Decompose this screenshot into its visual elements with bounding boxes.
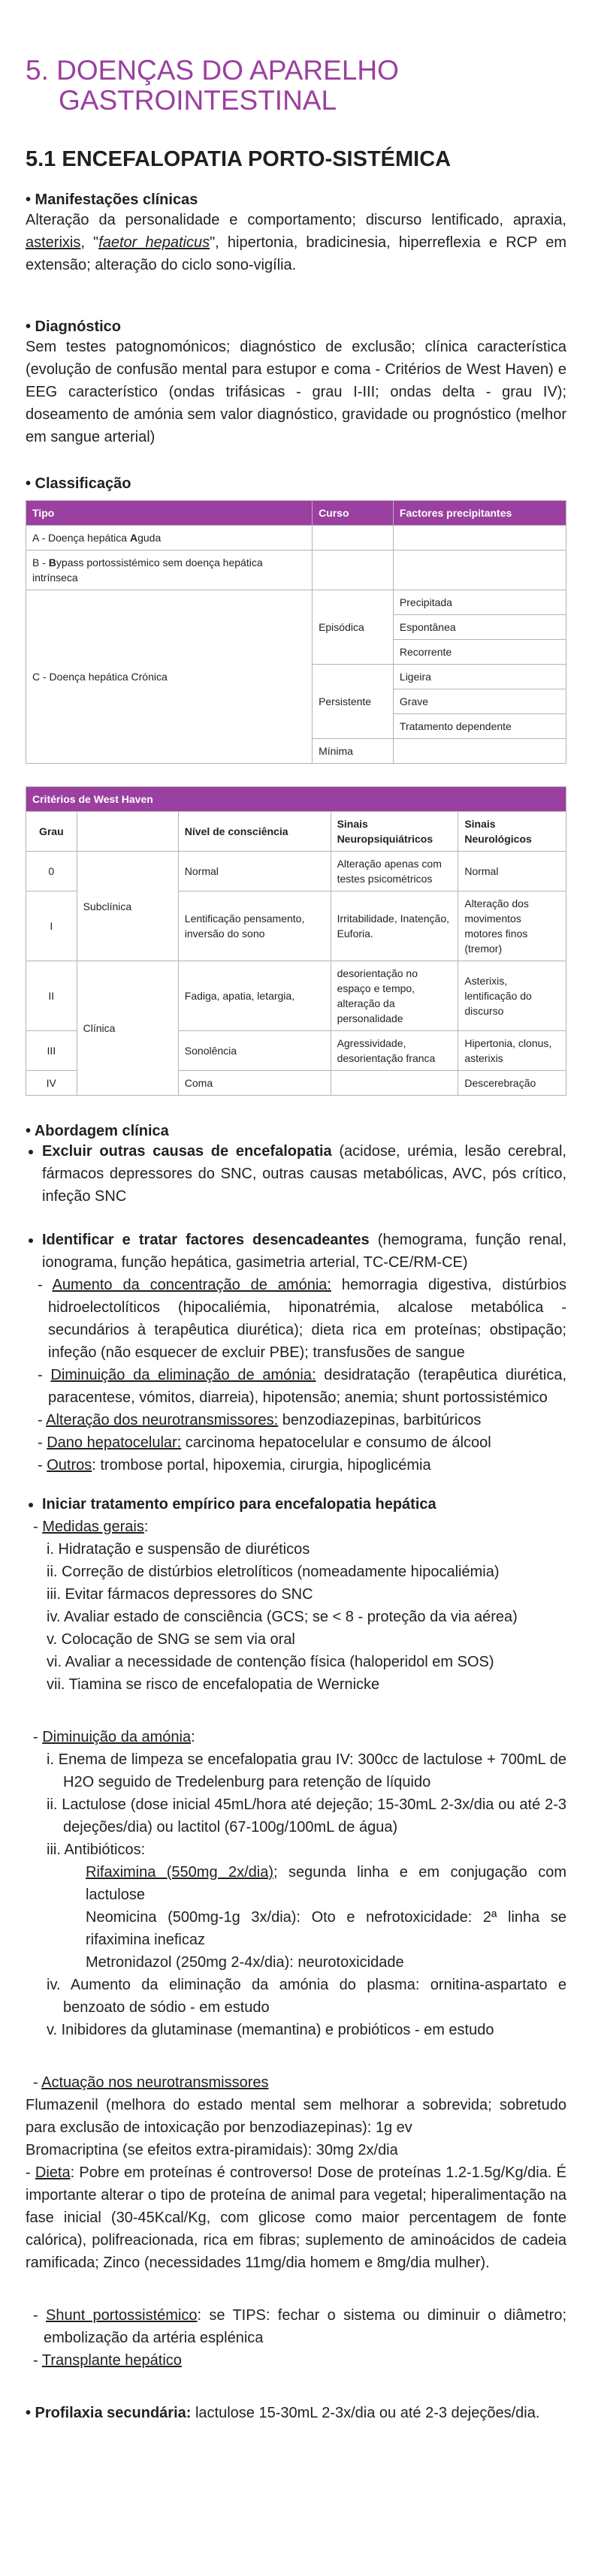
wh-grau: 0 <box>26 852 77 891</box>
classif-heading: • Classificação <box>26 475 131 492</box>
classif-header-tipo: Tipo <box>26 501 313 526</box>
antibiotic-rifaximina: Rifaximina (550mg 2x/dia); segunda linha e em conjugação com lactulose <box>86 1864 566 1903</box>
antibiotic-metronidazol: Metronidazol (250mg 2-4x/dia): neurotoxicidade <box>86 1954 404 1971</box>
diminuicao-amonia-heading: - Diminuição da amónia: <box>33 1729 195 1745</box>
flumazenil-text: Flumazenil (melhora do estado mental sem melhorar a sobrevida; sobretudo para exclusão de intoxicação por benzodiazepinas): 1g ev <box>26 2097 566 2136</box>
classif-header-curso: Curso <box>313 501 394 526</box>
classif-type-c: C - Doença hepática Crónica <box>26 590 313 764</box>
classif-grave: Grave <box>393 689 566 714</box>
wh-neuro: Descerebração <box>458 1071 566 1096</box>
classif-ligeira: Ligeira <box>393 665 566 689</box>
wh-neuro: Normal <box>458 852 566 891</box>
shunt-text: - Shunt portossistémico: se TIPS: fechar o sistema ou diminuir o diâmetro; embolização da artéria esplénica <box>33 2307 566 2346</box>
wh-grau: II <box>26 961 77 1031</box>
classif-espontanea: Espontânea <box>393 615 566 640</box>
medida-item: iii. Evitar fármacos depressores do SNC <box>47 1586 313 1603</box>
wh-subclinica: Subclínica <box>77 852 178 961</box>
classif-persistente: Persistente <box>313 665 394 739</box>
abord-identificar: • Identificar e tratar factores desencadeantes (hemograma, função renal, ionograma, função hepática, gasimetria arterial, TC-CE/RM-CE) <box>42 1229 566 1274</box>
abord-iniciar: • Iniciar tratamento empírico para encefalopatia hepática <box>42 1493 566 1516</box>
classif-recorrente: Recorrente <box>393 640 566 665</box>
diag-heading: • Diagnóstico <box>26 318 122 335</box>
amonia-item: iii. Antibióticos: <box>47 1842 146 1858</box>
wh-neuro: Alteração dos movimentos motores finos (tremor) <box>458 891 566 961</box>
classif-type-b: B - Bypass portossistémico sem doença hepática intrínseca <box>26 550 313 590</box>
chapter-title: 5. DOENÇAS DO APARELHO GASTROINTESTINAL <box>26 55 399 116</box>
medida-item: i. Hidratação e suspensão de diuréticos <box>47 1541 310 1558</box>
abord-list <box>26 1140 566 1208</box>
classif-table <box>26 500 566 764</box>
medidas-gerais-heading: - Medidas gerais: <box>33 1519 149 1535</box>
medida-item: ii. Correção de distúrbios eletrolíticos (nomeadamente hipocaliémia) <box>47 1564 500 1580</box>
manifest-text: Alteração da personalidade e comportamento; discurso lentificado, apraxia, asterixis, "faetor hepaticus", hipertonia, bradicinesia, hiperreflexia e RCP em extensão; alteração do ciclo sono-vigília. <box>26 212 566 273</box>
wh-grau: IV <box>26 1071 77 1096</box>
abord-excluir: • Excluir outras causas de encefalopatia (acidose, urémia, lesão cerebral, fármacos depressores do SNC, outras causas metabólicas, AVC, pós crítico, infeção SNC <box>42 1140 566 1208</box>
wh-nivel: Fadiga, apatia, letargia, <box>178 961 331 1031</box>
wh-neuropsi: Irritabilidade, Inatenção, Euforia. <box>331 891 458 961</box>
amonia-item: ii. Lactulose (dose inicial 45mL/hora até dejeção; 15-30mL 2-3x/dia ou até 2-3 dejeções/dia) ou lactitol (67-100g/100mL de água) <box>47 1796 566 1835</box>
medida-item: v. Colocação de SNG se sem via oral <box>47 1631 295 1648</box>
precip-dano: - Dano hepatocelular: carcinoma hepatocelular e consumo de álcool <box>38 1434 491 1451</box>
classif-type-a: A - Doença hepática Aguda <box>26 526 313 550</box>
abord-list <box>26 1493 566 1516</box>
wh-nivel: Lentificação pensamento, inversão do sono <box>178 891 331 961</box>
precip-neurotrans: - Alteração dos neurotransmissores: benzodiazepinas, barbitúricos <box>38 1412 482 1428</box>
abord-heading: • Abordagem clínica <box>26 1123 169 1139</box>
wh-clinica: Clínica <box>77 961 178 1096</box>
section-title: 5.1 ENCEFALOPATIA PORTO-SISTÉMICA <box>26 147 452 171</box>
medida-item: vii. Tiamina se risco de encefalopatia de Wernicke <box>47 1676 380 1693</box>
wh-neuro: Asterixis, lentificação do discurso <box>458 961 566 1031</box>
classif-episodica: Episódica <box>313 590 394 665</box>
wh-neuropsi: desorientação no espaço e tempo, alteração da personalidade <box>331 961 458 1031</box>
amonia-item: iv. Aumento da eliminação da amónia do plasma: ornitina-aspartato e benzoato de sódio - em estudo <box>47 1977 566 2016</box>
wh-header-neuro: Sinais Neurológicos <box>458 812 566 852</box>
wh-neuropsi <box>331 1071 458 1096</box>
wh-header-grau: Grau <box>26 812 77 852</box>
wh-nivel: Coma <box>178 1071 331 1096</box>
wh-header-nivel: Nível de consciência <box>178 812 331 852</box>
wh-neuropsi: Agressividade, desorientação franca <box>331 1031 458 1071</box>
west-haven-title: Critérios de West Haven <box>26 787 566 812</box>
manifest-heading: • Manifestações clínicas <box>26 192 198 208</box>
diag-text: Sem testes patognomónicos; diagnóstico de exclusão; clínica característica (evolução de confusão mental para estupor e coma - Critérios de West Haven) e EEG característico (ondas trifásicas - grau I-III; ondas delta - grau IV); doseamento de amónia sem valor diagnóstico, gravidade ou prognóstico (melhor em sangue arterial) <box>26 339 566 445</box>
abord-list <box>26 1229 566 1274</box>
bromacriptina-text: Bromacriptina (se efeitos extra-piramidais): 30mg 2x/dia <box>26 2142 398 2158</box>
amonia-item: i. Enema de limpeza se encefalopatia grau IV: 300cc de lactulose + 700mL de H2O seguido de Tredelenburg para retenção de líquido <box>47 1751 566 1790</box>
medida-item: iv. Avaliar estado de consciência (GCS; se < 8 - proteção da via aérea) <box>47 1609 518 1625</box>
classif-trat-dep: Tratamento dependente <box>393 714 566 739</box>
west-haven-table <box>26 786 566 1096</box>
dieta-text: - Dieta: Pobre em proteínas é controverso! Dose de proteínas 1.2-1.5g/Kg/dia. É importante alterar o tipo de proteína de animal para vegetal; hiperalimentação na fase inicial (30-45Kcal/Kg, com glicose como maior percentagem de fonte calórica), polifreacionada, rica em fibras; suplemento de aminoácidos de cadeia ramificada; Zinco (necessidades 11mg/dia homem e 8mg/dia mulher). <box>26 2164 566 2271</box>
precip-ammonia-increase: - Aumento da concentração de amónia: hemorragia digestiva, distúrbios hidroelectolíticos (hipocaliémia, hiponatrémia, alcalose metabólica - secundários à terapêutica diurética); dieta rica em proteínas; obstipação; infeção (não esquecer de excluir PBE); transfusões de sangue <box>38 1277 566 1361</box>
wh-nivel: Normal <box>178 852 331 891</box>
antibiotic-neomicina: Neomicina (500mg-1g 3x/dia): Oto e nefrotoxicidade: 2ª linha se rifaximina ineficaz <box>86 1909 566 1948</box>
wh-nivel: Sonolência <box>178 1031 331 1071</box>
medida-item: vi. Avaliar a necessidade de contenção física (haloperidol em SOS) <box>47 1654 494 1670</box>
neurotrans-heading: - Actuação nos neurotransmissores <box>33 2074 269 2091</box>
wh-grau: I <box>26 891 77 961</box>
wh-neuropsi: Alteração apenas com testes psicométricos <box>331 852 458 891</box>
amonia-item: v. Inibidores da glutaminase (memantina) e probióticos - em estudo <box>47 2022 494 2038</box>
profilaxia-text: • Profilaxia secundária: lactulose 15-30mL 2-3x/dia ou até 2-3 dejeções/dia. <box>26 2405 540 2421</box>
classif-minima: Mínima <box>313 739 394 764</box>
precip-ammonia-elim: - Diminuição da eliminação de amónia: desidratação (terapêutica diurética, paracentese, vómitos, diarreia), hipotensão; anemia; shunt portossistémico <box>38 1367 567 1406</box>
classif-header-factores: Factores precipitantes <box>393 501 566 526</box>
wh-grau: III <box>26 1031 77 1071</box>
classif-precipitada: Precipitada <box>393 590 566 615</box>
precip-outros: - Outros: trombose portal, hipoxemia, cirurgia, hipoglicémia <box>38 1457 431 1474</box>
wh-header-neuropsi: Sinais Neuropsiquiátricos <box>331 812 458 852</box>
wh-neuro: Hipertonia, clonus, asterixis <box>458 1031 566 1071</box>
transplante-text: - Transplante hepático <box>33 2352 182 2369</box>
